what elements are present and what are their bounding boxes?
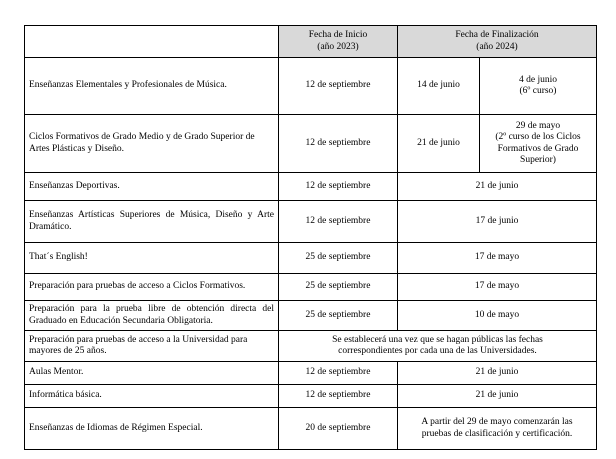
table-row xyxy=(25,243,597,274)
table-row xyxy=(25,385,597,408)
header-start-line2: (año 2023) xyxy=(317,41,359,52)
row-label: Informática básica. xyxy=(25,385,279,408)
end-date-cell: 21 de junio xyxy=(398,362,597,385)
end-date-cell: 17 de junio xyxy=(398,201,597,243)
merged-date-note: Se establecerá una vez que se hagan públicas las fechas correspondientes por cada una de las Universidades. xyxy=(279,331,597,362)
end-date-cell: A partir del 29 de mayo comenzarán las pruebas de clasificación y certificación. xyxy=(398,408,597,450)
header-end-line1: Fecha de Finalización xyxy=(455,30,539,41)
row-label: Enseñanzas Elementales y Profesionales de Música. xyxy=(25,58,279,115)
table-row xyxy=(25,173,597,201)
end-date-cell: 21 de junio xyxy=(398,385,597,408)
start-date-cell: 12 de septiembre xyxy=(279,201,398,243)
start-date-cell: 25 de septiembre xyxy=(279,243,398,274)
header-row xyxy=(25,26,597,58)
header-start-line1: Fecha de Inicio xyxy=(308,30,368,41)
end-date-cell: 17 de mayo xyxy=(398,243,597,274)
start-date-cell: 25 de septiembre xyxy=(279,301,398,331)
start-date-cell: 12 de septiembre xyxy=(279,362,398,385)
start-date-cell: 12 de septiembre xyxy=(279,385,398,408)
start-date-cell: 12 de septiembre xyxy=(279,58,398,115)
end-date-cell: 14 de junio xyxy=(398,58,480,115)
header-blank-cell xyxy=(25,26,279,58)
table-row xyxy=(25,274,597,301)
row-label: Aulas Mentor. xyxy=(25,362,279,385)
row-label: Preparación para la prueba libre de obtención directa del Graduado en Educación Secundaria Obligatoria. xyxy=(25,301,279,331)
start-date-cell: 12 de septiembre xyxy=(279,115,398,173)
table-row xyxy=(25,408,597,450)
header-end-line2: (año 2024) xyxy=(476,41,518,52)
row-label: Ciclos Formativos de Grado Medio y de Grado Superior de Artes Plásticas y Diseño. xyxy=(25,115,279,173)
row-label: Enseñanzas Deportivas. xyxy=(25,173,279,201)
table-row xyxy=(25,201,597,243)
start-date-cell: 20 de septiembre xyxy=(279,408,398,450)
row-label: Enseñanzas Artísticas Superiores de Música, Diseño y Arte Dramático. xyxy=(25,201,279,243)
row-label: That´s English! xyxy=(25,243,279,274)
end-date-cell: 21 de junio xyxy=(398,115,480,173)
school-calendar-table xyxy=(24,25,597,450)
header-end-date xyxy=(398,26,597,58)
header-start-date xyxy=(279,26,398,58)
start-date-cell: 12 de septiembre xyxy=(279,173,398,201)
table-row xyxy=(25,331,597,362)
end-date-cell: 21 de junio xyxy=(398,173,597,201)
table-row xyxy=(25,58,597,115)
row-label: Enseñanzas de Idiomas de Régimen Especial. xyxy=(25,408,279,450)
row-label: Preparación para pruebas de acceso a la Universidad para mayores de 25 años. xyxy=(25,331,279,362)
row-label: Preparación para pruebas de acceso a Ciclos Formativos. xyxy=(25,274,279,301)
table-row xyxy=(25,301,597,331)
end-date-exception-date: 29 de mayo xyxy=(515,120,561,131)
end-date-exception-cell xyxy=(480,58,597,115)
end-date-cell: 10 de mayo xyxy=(398,301,597,331)
end-date-exception-note: (6º curso) xyxy=(519,86,557,96)
end-date-exception-note: (2º curso de los Ciclos Formativos de Grado Superior) xyxy=(495,132,581,165)
end-date-exception-cell xyxy=(480,115,597,173)
table-row xyxy=(25,115,597,173)
end-date-exception-date: 4 de junio xyxy=(519,74,557,85)
start-date-cell: 25 de septiembre xyxy=(279,274,398,301)
end-date-cell: 17 de mayo xyxy=(398,274,597,301)
table-row xyxy=(25,362,597,385)
